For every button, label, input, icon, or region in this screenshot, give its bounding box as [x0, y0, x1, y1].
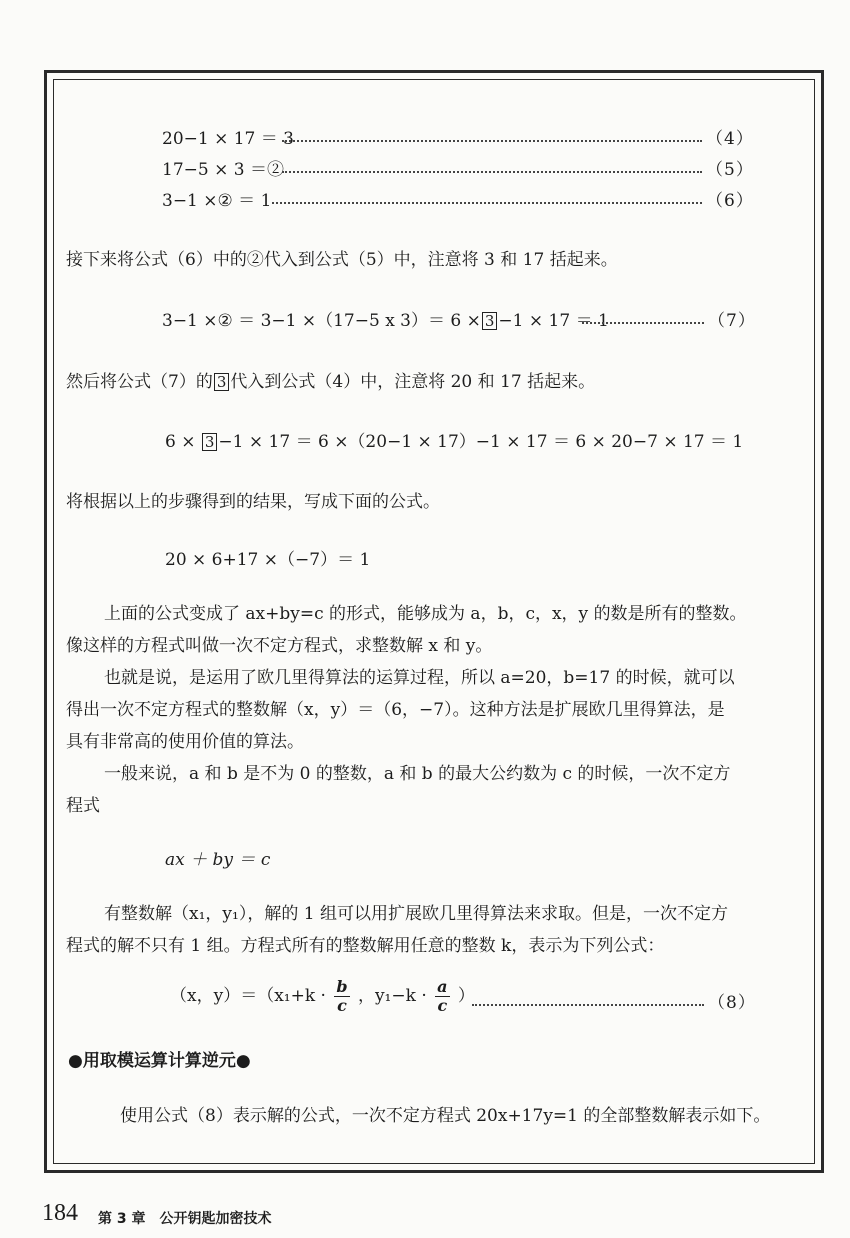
equation-number-5: （5） [706, 160, 754, 180]
paragraph-5-line-1: 也就是说，是运用了欧几里得算法的运算过程，所以 a=20，b=17 的时候，就可以 [104, 668, 735, 688]
equation-8-close: ） [457, 986, 475, 1006]
paragraph-2 [66, 366, 595, 398]
fraction-numerator: b [336, 977, 348, 996]
paragraph-6-line-2: 程式 [66, 796, 100, 816]
equation-4: 20−1 × 17 ＝ 3 [162, 129, 294, 149]
equation-6: 3−1 ×② ＝ 1 [162, 191, 272, 211]
paragraph-1: 接下来将公式（6）中的②代入到公式（5）中，注意将 3 和 17 括起来。 [66, 250, 618, 270]
paragraph-7-line-1: 有整数解（x₁，y₁），解的 1 组可以用扩展欧几里得算法来求取。但是，一次不定方 [104, 904, 728, 924]
paragraph-2-part-b: 代入到公式（4）中，注意将 20 和 17 括起来。 [230, 372, 596, 392]
paragraph-5-line-2: 得出一次不定方程式的整数解（x，y）＝（6，−7）。这种方法是扩展欧几里得算法，是 [66, 700, 725, 720]
leader-dots [582, 322, 704, 324]
paragraph-6-line-1: 一般来说，a 和 b 是不为 0 的整数，a 和 b 的最大公约数为 c 的时候，一次不定方 [104, 764, 731, 784]
boxed-number: 3 [214, 373, 230, 391]
equation-number-8: （8） [708, 993, 756, 1013]
paragraph-5-line-3: 具有非常高的使用价值的算法。 [66, 732, 304, 752]
fraction-denominator: c [437, 996, 448, 1015]
paragraph-4-line-1: 上面的公式变成了 ax+by=c 的形式，能够成为 a，b，c，x，y 的数是所有的整数。 [104, 604, 747, 624]
equation-sub-part-b: −1 × 17 ＝ 6 ×（20−1 × 17）−1 × 17 ＝ 6 × 20−7 × 17 ＝ 1 [218, 432, 744, 452]
boxed-number: 3 [202, 433, 218, 451]
paragraph-8: 使用公式（8）表示解的公式，一次不定方程式 20x+17y=1 的全部整数解表示如下。 [120, 1106, 771, 1126]
page-number: 184 [42, 1200, 78, 1226]
equation-result: 20 × 6+17 ×（−7）＝ 1 [165, 550, 371, 570]
leader-dots [282, 171, 702, 173]
fraction-denominator: c [337, 996, 347, 1015]
equation-7-part-b: −1 × 17 ＝ 1 [498, 311, 609, 331]
equation-general: ax ＋ by ＝ c [165, 850, 271, 870]
section-heading: ●用取模运算计算逆元● [68, 1051, 251, 1071]
equation-8 [170, 978, 475, 1015]
paragraph-4-line-2: 像这样的方程式叫做一次不定方程式，求整数解 x 和 y。 [66, 636, 493, 656]
paragraph-7-line-2: 程式的解不只有 1 组。方程式所有的整数解用任意的整数 k，表示为下列公式： [66, 936, 665, 956]
leader-dots [272, 202, 702, 204]
equation-sub-part-a: 6 × [165, 432, 196, 452]
paragraph-2-part-a: 然后将公式（7）的 [66, 372, 213, 392]
equation-5: 17−5 × 3 ＝② [162, 160, 284, 180]
boxed-number: 3 [482, 312, 498, 330]
fraction-numerator: a [437, 977, 448, 996]
leader-dots [472, 1004, 704, 1006]
paragraph-3: 将根据以上的步骤得到的结果，写成下面的公式。 [66, 492, 440, 512]
fraction-a-over-c [435, 978, 449, 1015]
fraction-b-over-c [334, 978, 349, 1015]
equation-8-mid: ，y₁−k · [357, 986, 427, 1006]
equation-number-6: （6） [706, 191, 754, 211]
equation-8-lhs: （x，y）＝（x₁+k · [170, 986, 326, 1006]
equation-number-4: （4） [706, 129, 754, 149]
leader-dots [282, 140, 702, 142]
equation-number-7: （7） [708, 311, 756, 331]
chapter-title: 第 3 章 公开钥匙加密技术 [98, 1211, 272, 1227]
equation-substitution [165, 427, 743, 452]
equation-7-part-a: 3−1 ×② ＝ 3−1 ×（17−5 x 3）＝ 6 × [162, 311, 481, 331]
equation-7 [162, 306, 609, 331]
